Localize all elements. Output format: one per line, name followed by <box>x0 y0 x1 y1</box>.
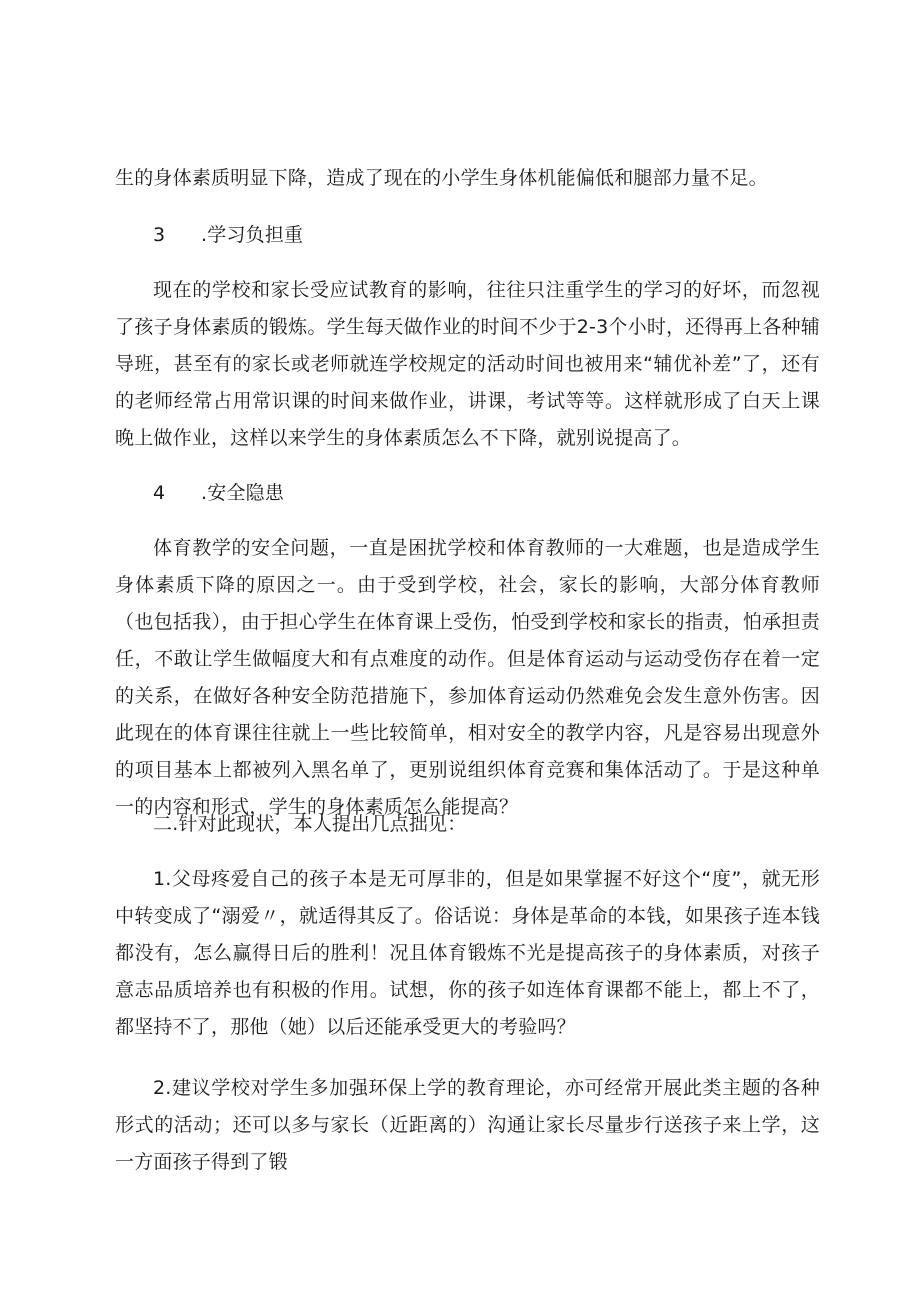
section-3-title: .学习负担重 <box>201 224 304 246</box>
continued-paragraph-line: 生的身体素质明显下降，造成了现在的小学生身体机能偏低和腿部力量不足。 <box>115 167 768 189</box>
list-item-1: 1.父母疼爱自己的孩子本是无可厚非的，但是如果掌握不好这个“度”，就无形中转变成了“溺爱〃，就适得其反了。俗话说：身体是革命的本钱，如果孩子连本钱都没有，怎么赢得日后的胜利！况且体育锻炼不光是提高孩子的身体素质，对孩子意志品质培养也有积极的作用。试想，你的孩子如连体育课都不能上，都上不了，都坚持不了，那他（她）以后还能承受更大的考验吗？ <box>115 868 820 1038</box>
list-item-2: 2.建议学校对学生多加强环保上学的教育理论，亦可经常开展此类主题的各种形式的活动；还可以多与家长（近距离的）沟通让家长尽量步行送孩子来上学，这一方面孩子得到了锻 <box>115 1077 820 1173</box>
section-3-number: 3 <box>153 224 166 246</box>
section-4-heading <box>153 481 284 505</box>
section-4-number: 4 <box>153 482 166 504</box>
part-2-heading: 二.针对此现状，本人提出几点拙见： <box>153 813 467 835</box>
section-3-paragraph: 现在的学校和家长受应试教育的影响，往往只注重学生的学习的好坏，而忽视了孩子身体素质的锻炼。学生每天做作业的时间不少于2-3个小时，还得再上各种辅导班，甚至有的家长或老师就连学校规定的活动时间也被用来“辅优补差”了，还有的老师经常占用常识课的时间来做作业，讲课，考试等等。这样就形成了白天上课晚上做作业，这样以来学生的身体素质怎么不下降，就别说提高了。 <box>115 279 820 449</box>
section-4-paragraph: 体育教学的安全问题，一直是困扰学校和体育教师的一大难题，也是造成学生身体素质下降的原因之一。由于受到学校，社会，家长的影响，大部分体育教师（也包括我），由于担心学生在体育课上受伤，怕受到学校和家长的指责，怕承担责任，不敢让学生做幅度大和有点难度的动作。但是体育运动与运动受伤存在着一定的关系，在做好各种安全防范措施下，参加体育运动仍然难免会发生意外伤害。因此现在的体育课往往就上一些比较简单，相对安全的教学内容，凡是容易出现意外的项目基本上都被列入黑名单了，更别说组织体育竞赛和集体活动了。于是这种单一的内容和形式，学生的身体素质怎么能提高？ <box>115 537 820 818</box>
section-4-title: .安全隐患 <box>201 482 285 504</box>
section-3-heading <box>153 223 303 247</box>
